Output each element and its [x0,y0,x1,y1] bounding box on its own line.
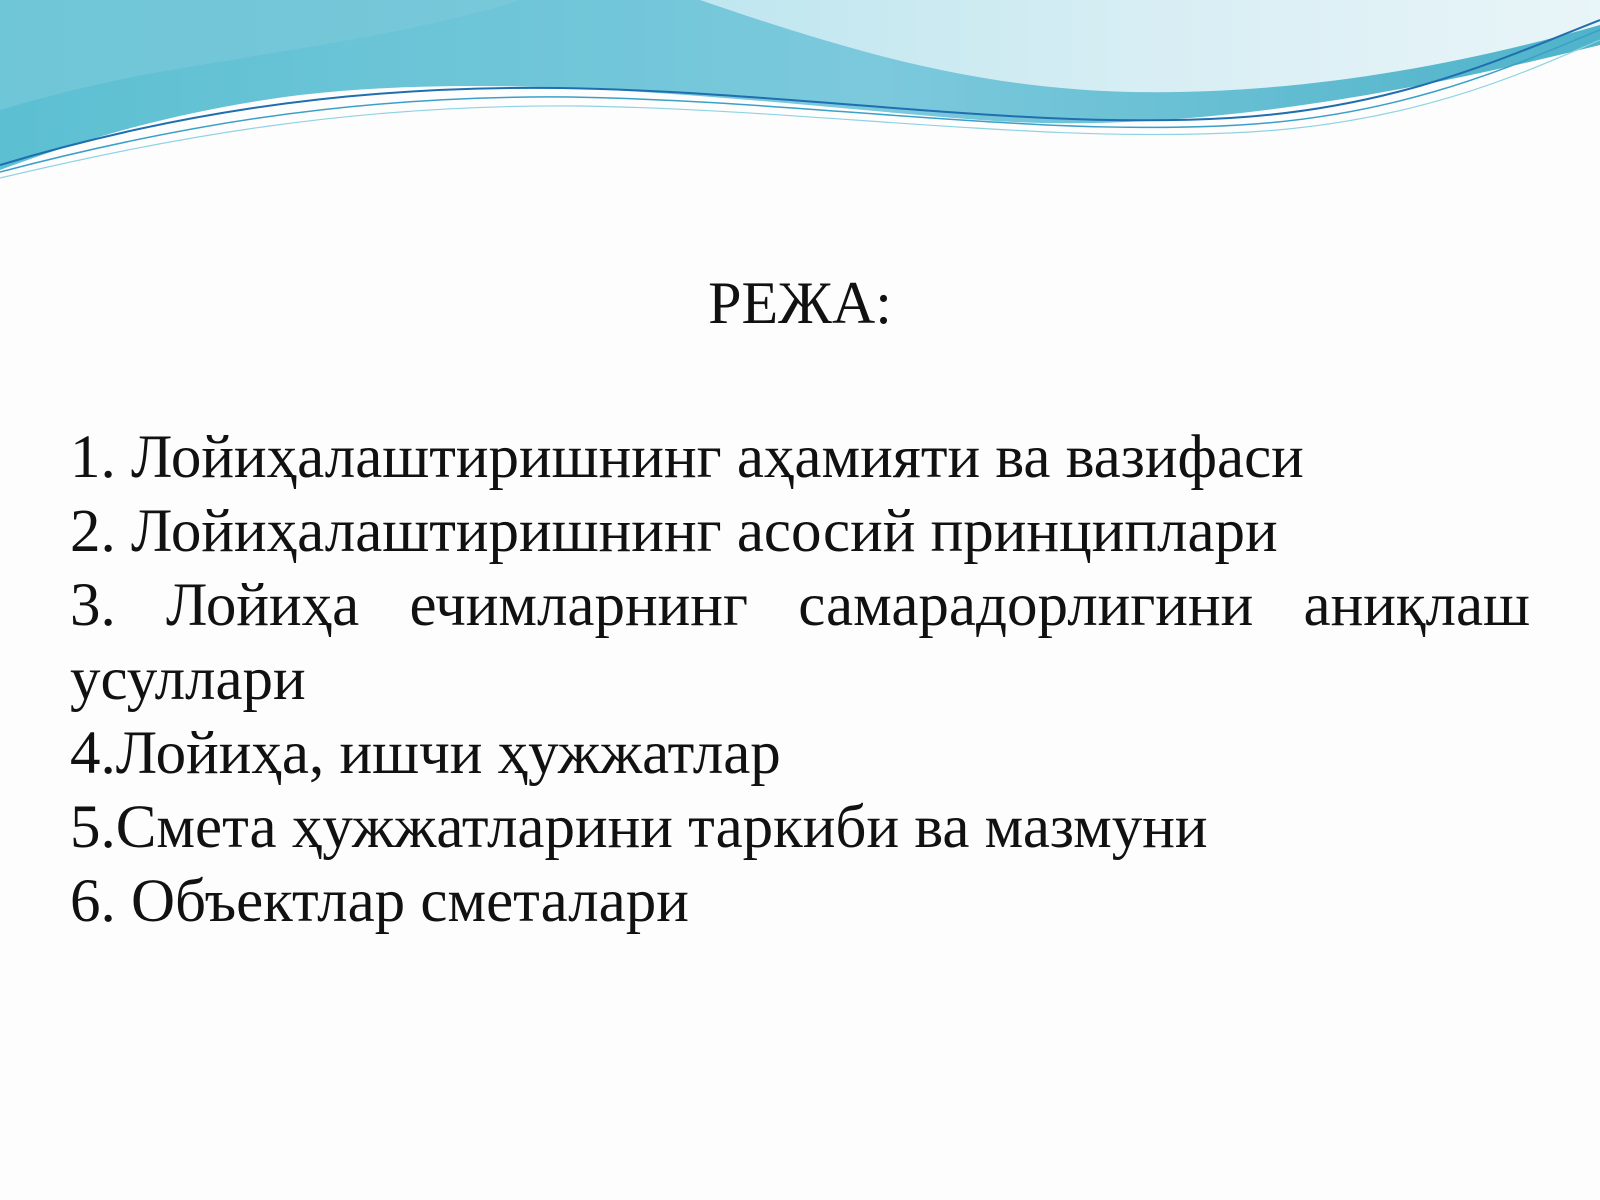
list-item: 5.Смета ҳужжатларини таркиби ва мазмуни [70,794,1208,861]
list-item: 4.Лойиҳа, ишчи ҳужжатлар [70,720,781,787]
slide-title: РЕЖА: [708,270,892,336]
list-item: 6. Объектлар сметалари [70,868,689,935]
list-item: 3. Лойиҳа ечимларнинг самарадорлигини аниқлаш усуллари [70,572,1530,713]
list-item: 2. Лойиҳалаштиришнинг асосий принциплари [70,498,1278,565]
list-item: 1. Лойиҳалаштиришнинг аҳамияти ва вазифаси [70,424,1304,491]
plan-list [70,421,1530,939]
decorative-wave-header [0,0,1600,200]
